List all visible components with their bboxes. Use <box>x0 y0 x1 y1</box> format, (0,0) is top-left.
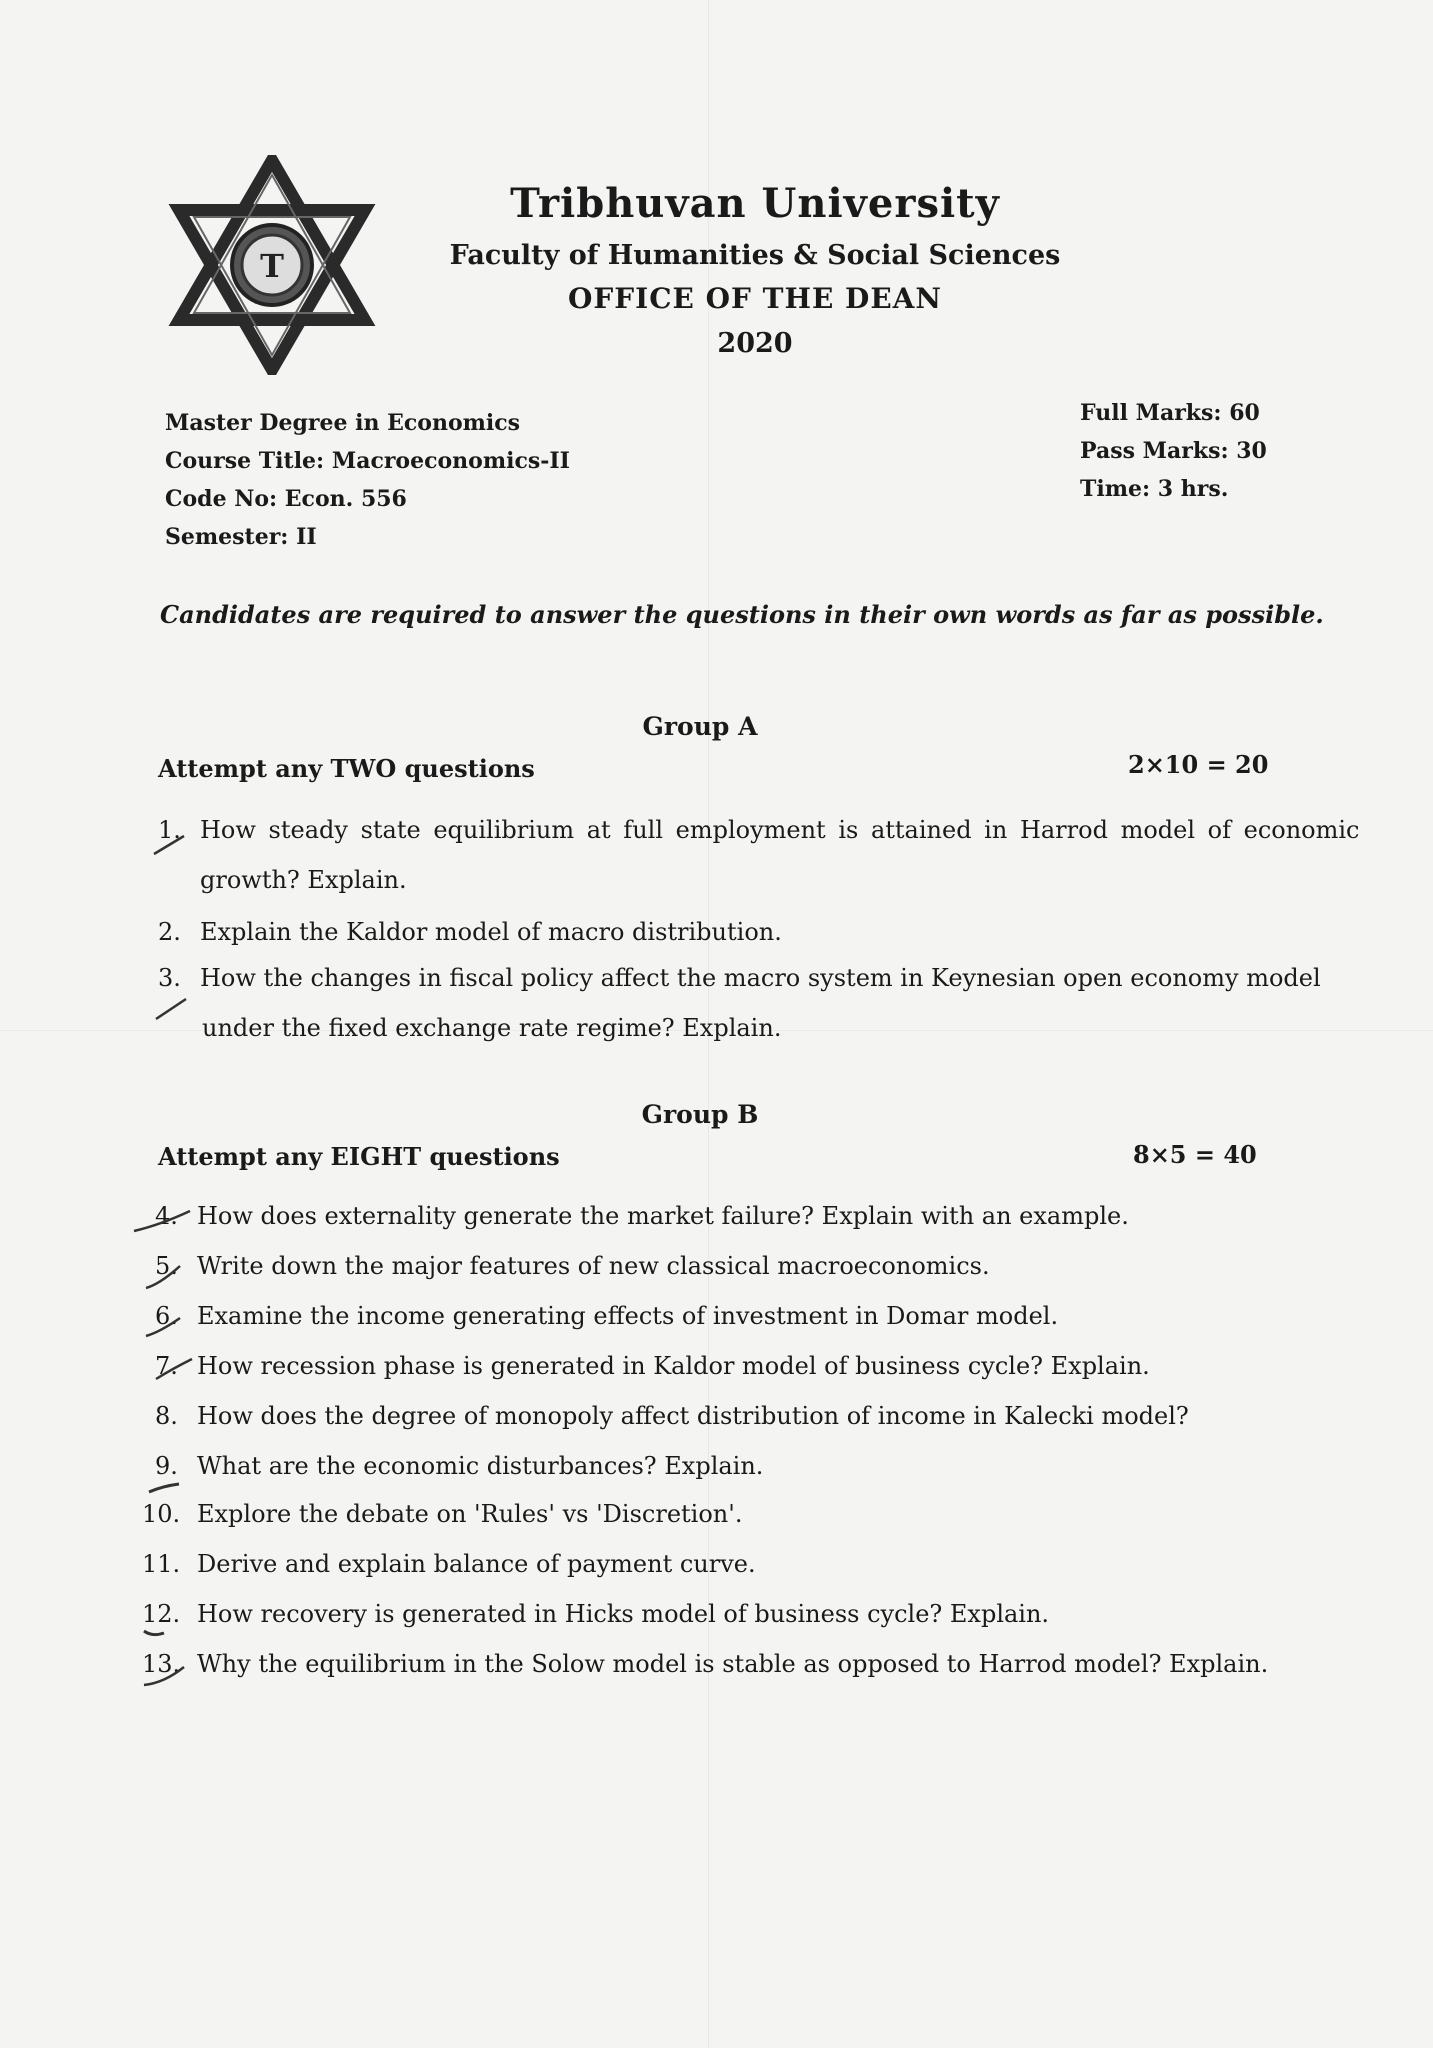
time-allowed: Time: 3 hrs. <box>1080 476 1229 502</box>
check-mark-icon <box>130 1205 200 1235</box>
question-number: 9. <box>155 1452 178 1480</box>
group-a-title: Group A <box>642 712 758 741</box>
question-number: 4. <box>155 1202 178 1230</box>
question-text: How recovery is generated in Hicks model of business cycle? Explain. <box>197 1600 1050 1628</box>
question-text: How does externality generate the market failure? Explain with an example. <box>197 1202 1129 1230</box>
check-mark-icon <box>150 1355 200 1385</box>
check-mark-icon <box>140 1665 190 1690</box>
group-b-title: Group B <box>641 1100 759 1129</box>
group-a-attempt: Attempt any TWO questions <box>158 754 535 783</box>
question-text: What are the economic disturbances? Explain. <box>197 1452 764 1480</box>
question-text: How the changes in fiscal policy affect the macro system in Keynesian open economy model <box>200 964 1321 992</box>
degree: Master Degree in Economics <box>165 410 521 436</box>
question-number: 11. <box>142 1550 181 1578</box>
check-mark-icon <box>152 995 192 1025</box>
check-mark-icon <box>140 1312 190 1342</box>
pass-marks: Pass Marks: 30 <box>1080 438 1267 464</box>
question-text: Write down the major features of new classical macroeconomics. <box>197 1252 990 1280</box>
instruction: Candidates are required to answer the questions in their own words as far as possible. <box>160 600 1324 629</box>
check-mark-icon <box>140 1262 190 1292</box>
question-number: 7. <box>155 1352 178 1380</box>
group-b-attempt: Attempt any EIGHT questions <box>158 1142 560 1171</box>
question-number: 3. <box>158 964 181 992</box>
full-marks: Full Marks: 60 <box>1080 400 1260 426</box>
exam-year: 2020 <box>717 328 793 359</box>
logo-emblem-letter: T <box>260 247 284 285</box>
question-number: 13. <box>142 1650 181 1678</box>
question-number: 2. <box>158 918 181 946</box>
question-text-continued: growth? Explain. <box>200 866 407 894</box>
question-text: How recession phase is generated in Kaldor model of business cycle? Explain. <box>197 1352 1150 1380</box>
question-text: Explain the Kaldor model of macro distribution. <box>200 918 782 946</box>
marks-info <box>1080 394 1267 508</box>
question-number: 5. <box>155 1252 178 1280</box>
question-text: Why the equilibrium in the Solow model is stable as opposed to Harrod model? Explain. <box>197 1650 1269 1678</box>
course-title: Course Title: Macroeconomics-II <box>165 448 570 474</box>
question-text: Examine the income generating effects of investment in Domar model. <box>197 1302 1059 1330</box>
question-text-continued: under the fixed exchange rate regime? Explain. <box>202 1014 782 1042</box>
faculty-name: Faculty of Humanities & Social Sciences <box>449 240 1061 271</box>
question-text: How does the degree of monopoly affect distribution of income in Kalecki model? <box>197 1402 1189 1430</box>
question-number: 1. <box>158 816 181 844</box>
check-mark-icon <box>150 830 190 860</box>
university-logo <box>165 155 380 375</box>
check-mark-icon <box>145 1478 185 1498</box>
question-text: How steady state equilibrium at full employment is attained in Harrod model of economic <box>200 816 1360 844</box>
group-b-marks: 8×5 = 40 <box>1133 1140 1257 1169</box>
office-name: OFFICE OF THE DEAN <box>568 282 942 315</box>
course-info <box>165 404 570 556</box>
question-number: 8. <box>155 1402 178 1430</box>
university-name: Tribhuvan University <box>510 180 1000 227</box>
check-mark-icon <box>140 1625 170 1640</box>
question-text: Derive and explain balance of payment curve. <box>197 1550 756 1578</box>
question-text: Explore the debate on 'Rules' vs 'Discretion'. <box>197 1500 743 1528</box>
semester: Semester: II <box>165 524 317 550</box>
group-a-marks: 2×10 = 20 <box>1128 750 1269 779</box>
question-number: 12. <box>142 1600 181 1628</box>
question-number: 10. <box>142 1500 181 1528</box>
course-code: Code No: Econ. 556 <box>165 486 407 512</box>
question-number: 6. <box>155 1302 178 1330</box>
